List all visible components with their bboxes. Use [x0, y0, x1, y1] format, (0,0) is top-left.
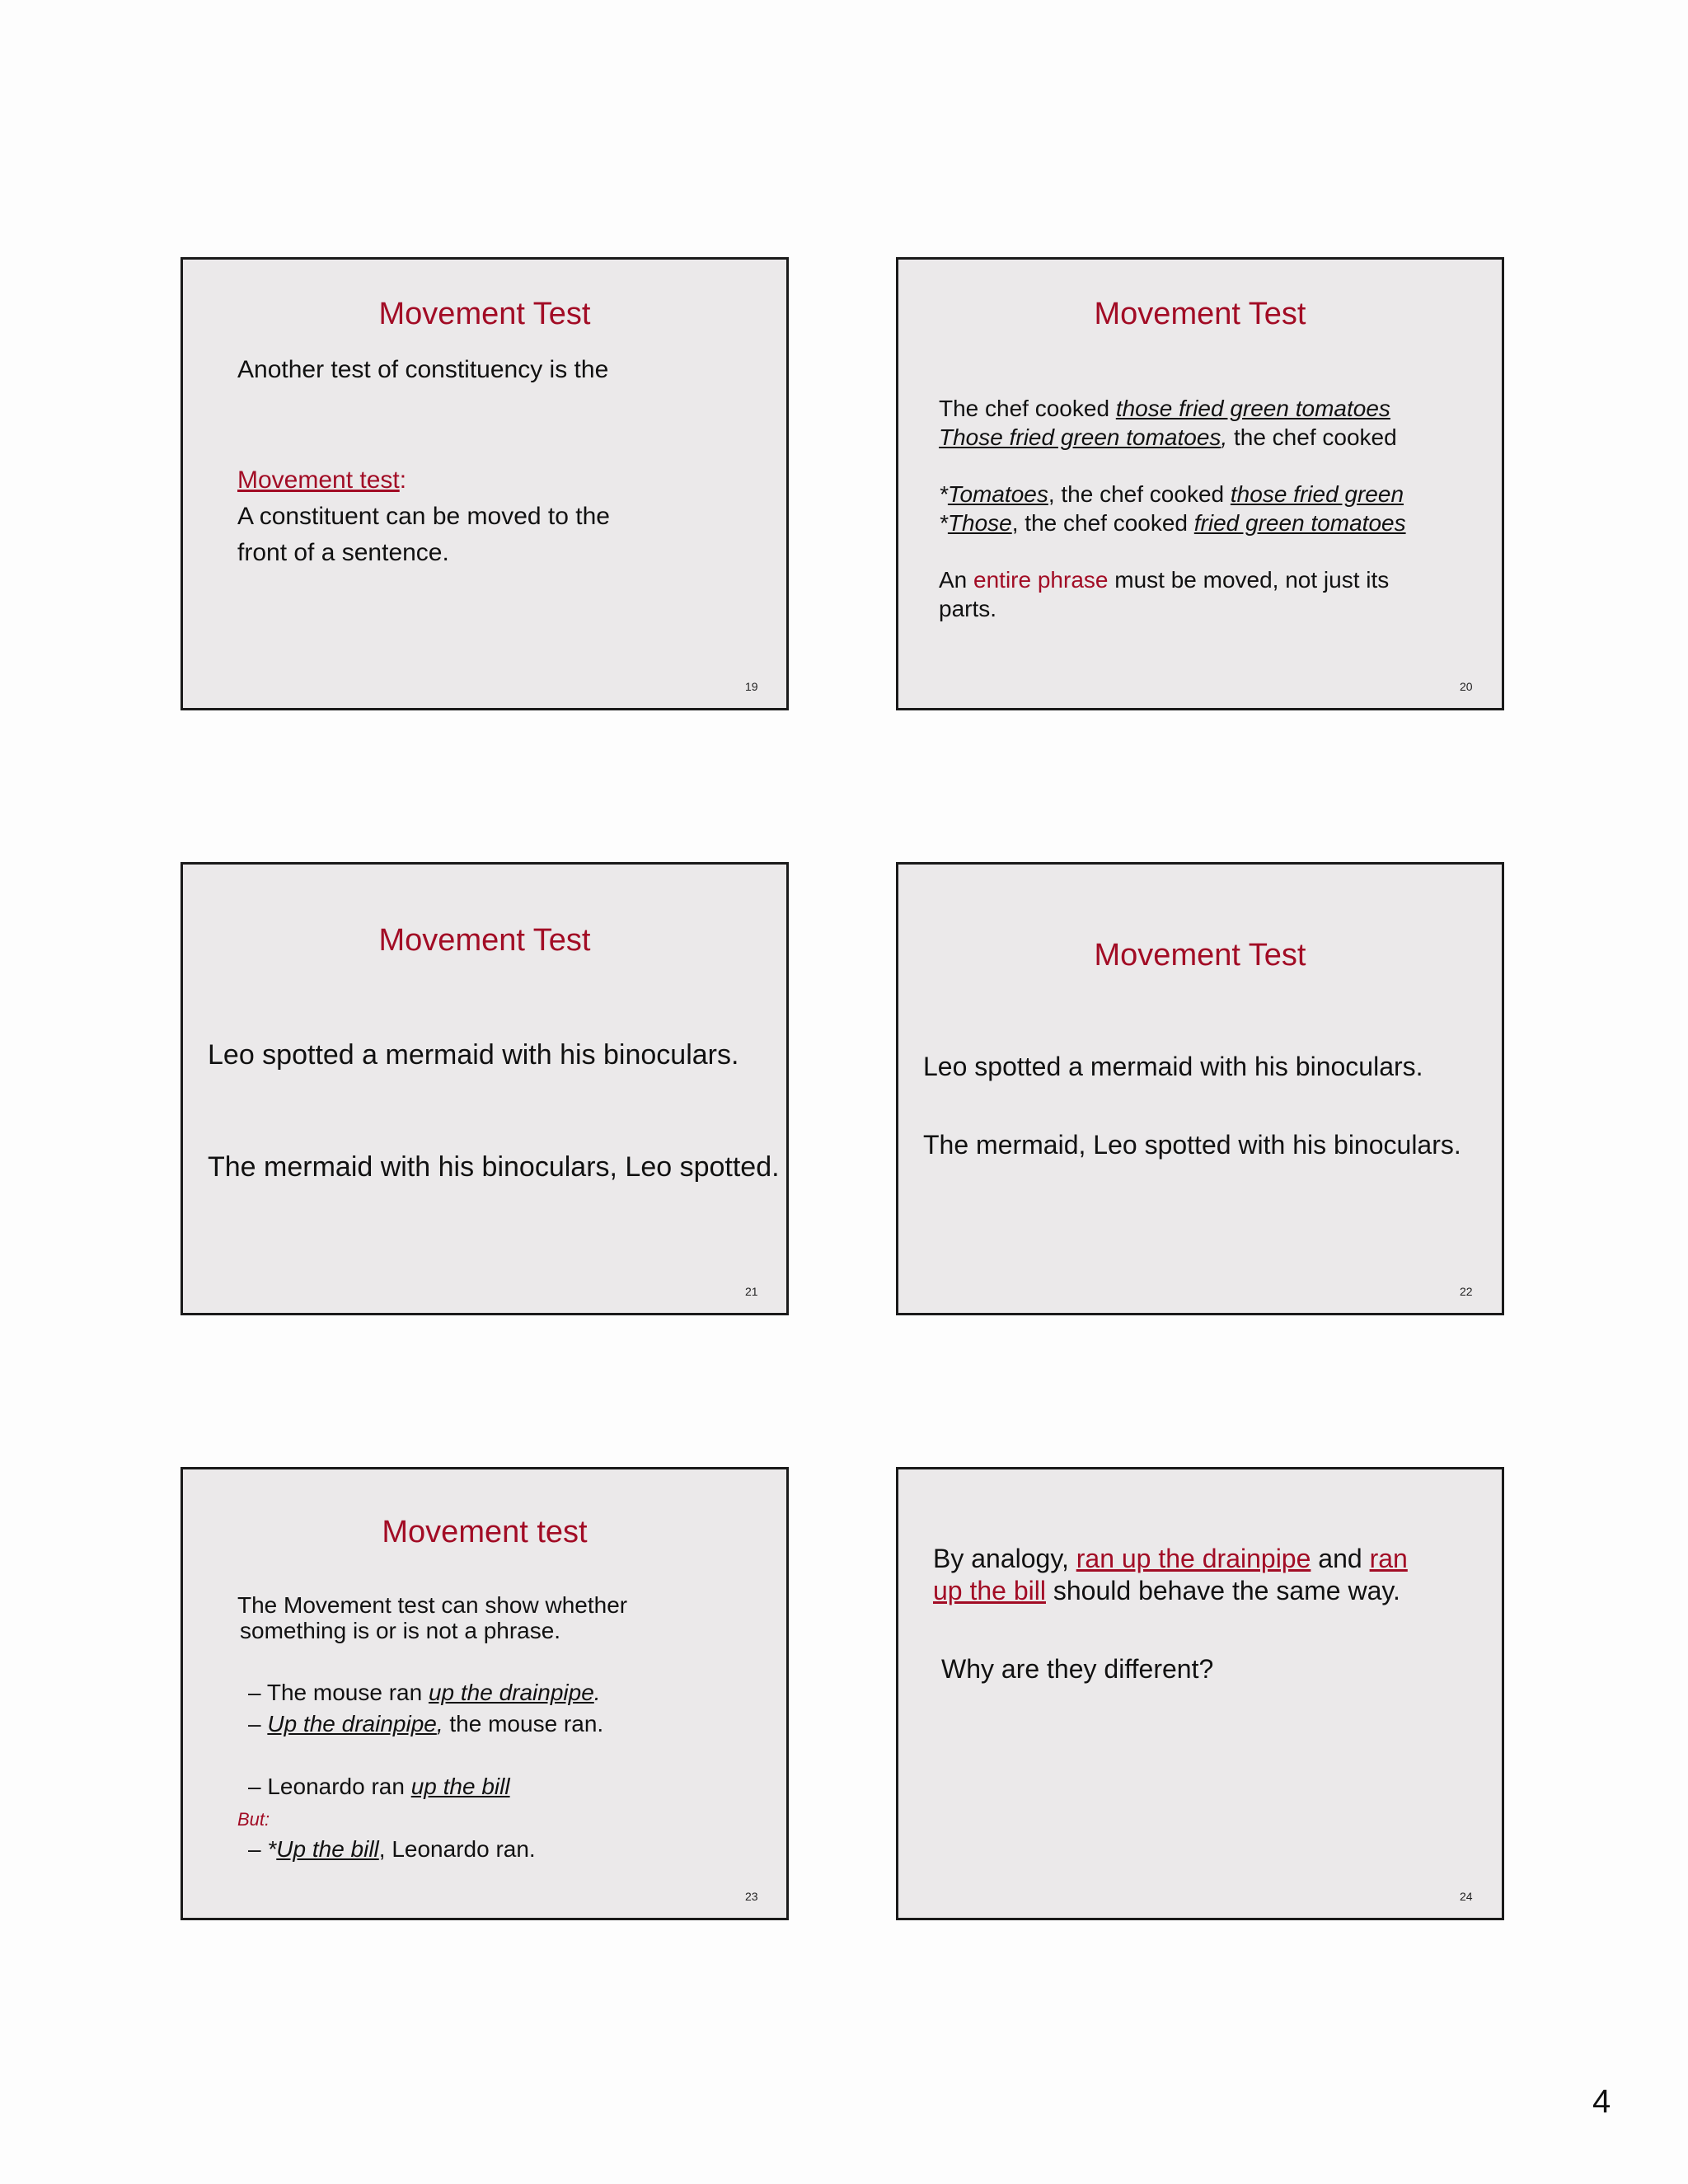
- text: , the chef cooked: [1011, 510, 1194, 536]
- conclusion-line: parts.: [939, 596, 997, 621]
- highlighted-phrase: ran up the drainpipe: [1076, 1544, 1311, 1573]
- slide-text: something is or is not a phrase.: [240, 1618, 561, 1643]
- slide-23: [181, 1467, 789, 1920]
- question-text: Why are they different?: [941, 1654, 1214, 1684]
- example-line: [939, 423, 1397, 452]
- text: ,: [436, 1711, 443, 1736]
- text: the chef cooked: [1227, 424, 1397, 450]
- example-sentence: Leo spotted a mermaid with his binoculars.: [208, 1039, 739, 1071]
- but-label: But:: [237, 1809, 270, 1830]
- text: By analogy,: [933, 1544, 1076, 1573]
- text: the mouse ran.: [443, 1711, 604, 1736]
- phrase: up the drainpipe: [428, 1680, 594, 1705]
- conclusion-line: [939, 565, 1389, 594]
- page-number: 4: [1592, 2083, 1611, 2120]
- definition-line: A constituent can be moved to the: [237, 503, 610, 530]
- moved-phrase: Up the drainpipe: [267, 1711, 437, 1736]
- analogy-line: [933, 1542, 1408, 1575]
- slide-number: 20: [1460, 680, 1473, 693]
- term-colon: :: [399, 466, 407, 494]
- phrase: up the bill: [410, 1774, 510, 1799]
- slide-21: [181, 862, 789, 1315]
- slide-24: [896, 1467, 1504, 1920]
- moved-phrase: Those fried green tomatoes: [939, 424, 1221, 450]
- slide-number: 19: [745, 680, 758, 693]
- slide-term-line: [237, 462, 406, 499]
- example-bullet: [248, 1678, 601, 1707]
- moved-phrase: those fried green tomatoes: [1115, 396, 1390, 421]
- ungrammatical-mark: *: [267, 1836, 277, 1862]
- example-line: [939, 480, 1404, 509]
- slide-title: Movement Test: [1094, 297, 1306, 331]
- slide-number: 22: [1460, 1285, 1473, 1298]
- analogy-line: [933, 1574, 1400, 1607]
- definition-line: front of a sentence.: [237, 539, 449, 566]
- example-sentence: The mermaid, Leo spotted with his binoculars.: [923, 1130, 1461, 1160]
- moved-phrase: Up the bill: [276, 1836, 379, 1862]
- slide-text: Another test of constituency is the: [237, 356, 609, 383]
- text: –: [248, 1836, 268, 1862]
- example-sentence: The mermaid with his binoculars, Leo spotted.: [208, 1151, 780, 1183]
- example-sentence: Leo spotted a mermaid with his binoculars.: [923, 1052, 1423, 1081]
- ungrammatical-mark: *: [939, 510, 948, 536]
- movement-test-term: Movement test: [237, 466, 400, 494]
- text: ,: [1221, 424, 1228, 450]
- slide-22: [896, 862, 1504, 1315]
- text: The chef cooked: [939, 396, 1116, 421]
- highlighted-phrase: ran: [1369, 1544, 1408, 1573]
- text: .: [593, 1680, 601, 1705]
- slide-title: Movement Test: [1094, 938, 1306, 972]
- example-line: [939, 394, 1390, 423]
- slide-20: [896, 257, 1504, 710]
- highlighted-phrase: entire phrase: [973, 567, 1109, 593]
- text: –: [248, 1711, 268, 1736]
- slide-number: 24: [1460, 1890, 1473, 1903]
- text: , Leonardo ran.: [378, 1836, 536, 1862]
- slide-title: Movement Test: [378, 297, 591, 331]
- moved-phrase: Tomatoes: [947, 481, 1048, 507]
- example-bullet: [248, 1772, 510, 1801]
- text: must be moved, not just its: [1108, 567, 1390, 593]
- slide-title: Movement Test: [378, 923, 591, 958]
- example-line: [939, 509, 1406, 537]
- text: , the chef cooked: [1048, 481, 1231, 507]
- text: An: [939, 567, 974, 593]
- example-bullet: [248, 1835, 536, 1863]
- text: should behave the same way.: [1045, 1576, 1400, 1605]
- moved-phrase: Those: [947, 510, 1012, 536]
- slide-text: The Movement test can show whether: [237, 1592, 628, 1618]
- ungrammatical-mark: *: [939, 481, 948, 507]
- example-bullet: [248, 1709, 603, 1738]
- text: – The mouse ran: [248, 1680, 429, 1705]
- slide-number: 21: [745, 1285, 758, 1298]
- phrase: those fried green: [1230, 481, 1404, 507]
- slide-title: Movement test: [382, 1515, 588, 1549]
- highlighted-phrase: up the bill: [933, 1576, 1046, 1605]
- text: – Leonardo ran: [248, 1774, 411, 1799]
- text: and: [1311, 1544, 1370, 1573]
- phrase: fried green tomatoes: [1193, 510, 1406, 536]
- slide-number: 23: [745, 1890, 758, 1903]
- slide-19: [181, 257, 789, 710]
